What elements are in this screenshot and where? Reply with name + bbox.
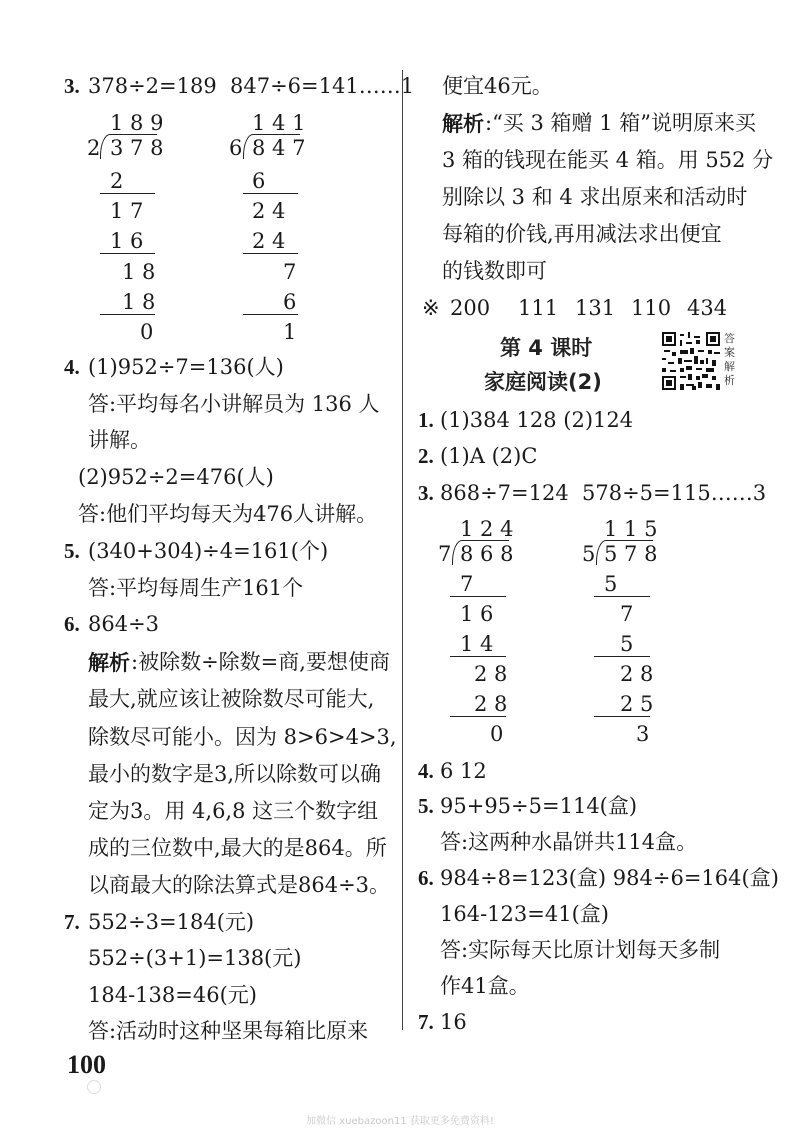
division-step: 1 8 xyxy=(122,260,156,284)
r-q6-equation: 984÷8=123(盒) 984÷6=164(盒) xyxy=(440,866,779,890)
extra-value: 111 xyxy=(518,296,559,320)
division-remainder: 3 xyxy=(636,722,650,746)
division-line xyxy=(450,596,506,597)
analysis-line: :“买 3 箱赠 1 箱”说明原来买 xyxy=(485,111,756,135)
division-step: 7 xyxy=(620,602,634,626)
extra-value: 200 xyxy=(450,296,491,320)
r-q7-text: 16 xyxy=(440,1010,467,1034)
division-step: 1 4 xyxy=(460,632,494,656)
r-q1-number: 1. xyxy=(418,408,434,432)
extra-value: 131 xyxy=(575,296,616,320)
q6-number: 6. xyxy=(64,612,80,636)
r-q5-number: 5. xyxy=(418,794,434,818)
division-step: 1 6 xyxy=(460,602,494,626)
division-dividend: 3 7 8 xyxy=(110,136,164,160)
division-quotient: 1 1 5 xyxy=(604,517,658,541)
q4-number: 4. xyxy=(64,355,80,379)
reference-mark-icon: ※ xyxy=(422,296,440,320)
q6-analysis-line: 成的三位数中,最大的是864。所 xyxy=(88,836,387,860)
division-step: 2 xyxy=(110,169,124,193)
q6-analysis-line: :被除数÷除数=商,要想使商 xyxy=(131,650,390,674)
division-step: 6 xyxy=(283,290,297,314)
section-title: 家庭阅读(2) xyxy=(484,370,602,394)
q4-answer-1-line-1: 答:平均每名小讲解员为 136 人 xyxy=(88,392,380,416)
r-q3-equation-2: 578÷5=115……3 xyxy=(582,481,767,505)
q6-analysis-line: 最大,就应该让被除数尽可能大, xyxy=(88,687,375,711)
division-line xyxy=(450,656,506,657)
analysis-line: 3 箱的钱现在能买 4 箱。用 552 分 xyxy=(442,148,774,172)
division-quotient: 1 8 9 xyxy=(110,111,164,135)
q7-answer: 答:活动时这种坚果每箱比原来 xyxy=(88,1019,369,1043)
r-q6-answer-line-1: 答:实际每天比原计划每天多制 xyxy=(440,938,721,962)
qr-label: 答案解析 xyxy=(724,332,735,387)
q7-equation-3: 184-138=46(元) xyxy=(88,983,257,1007)
extra-value: 434 xyxy=(687,296,728,320)
q5-equation: (340+304)÷4=161(个) xyxy=(88,539,329,563)
q6-analysis-label: 解析 xyxy=(88,650,130,675)
page-mark-icon xyxy=(87,1080,101,1094)
analysis-line: 别除以 3 和 4 求出原来和活动时 xyxy=(442,185,748,209)
division-dividend: 5 7 8 xyxy=(604,542,658,566)
r-q3-equation-1: 868÷7=124 xyxy=(440,481,569,505)
r-q5-answer: 答:这两种水晶饼共114盒。 xyxy=(440,830,698,854)
division-line xyxy=(594,596,650,597)
r-q4-number: 4. xyxy=(418,759,434,783)
q7-number: 7. xyxy=(64,910,80,934)
qr-code-icon[interactable] xyxy=(662,332,720,390)
division-line xyxy=(450,716,506,717)
division-step: 2 4 xyxy=(252,229,286,253)
division-step: 7 xyxy=(283,260,297,284)
r-q6-answer-line-2: 作41盒。 xyxy=(440,974,530,998)
division-line xyxy=(594,716,650,717)
q7-continuation: 便宜46元。 xyxy=(442,74,553,98)
division-quotient: 1 2 4 xyxy=(460,517,514,541)
q6-analysis-line: 最小的数字是3,所以除数可以确 xyxy=(88,762,382,786)
r-q3-number: 3. xyxy=(418,481,434,505)
division-dividend: 8 4 7 xyxy=(252,136,306,160)
division-line xyxy=(243,253,298,254)
r-q1-text: (1)384 128 (2)124 xyxy=(440,408,634,432)
division-dividend: 8 6 8 xyxy=(460,542,514,566)
division-step: 5 xyxy=(604,572,618,596)
q4-part-1: (1)952÷7=136(人) xyxy=(88,355,284,379)
q5-number: 5. xyxy=(64,539,80,563)
division-step: 1 7 xyxy=(110,199,144,223)
q4-part-2: (2)952÷2=476(人) xyxy=(78,465,274,489)
division-line xyxy=(100,193,155,194)
q5-answer: 答:平均每周生产161个 xyxy=(88,576,304,600)
division-step: 2 8 xyxy=(620,662,654,686)
r-q2-number: 2. xyxy=(418,444,434,468)
division-step: 2 8 xyxy=(474,692,508,716)
r-q6-number: 6. xyxy=(418,866,434,890)
q7-equation-2: 552÷(3+1)=138(元) xyxy=(88,946,302,970)
division-divisor: 6 xyxy=(229,136,243,160)
q6-equation: 864÷3 xyxy=(88,612,160,636)
division-divisor: 5 xyxy=(582,542,596,566)
division-step: 1 8 xyxy=(122,290,156,314)
division-step: 7 xyxy=(460,572,474,596)
analysis-line: 每箱的价钱,再用减法求出便宜 xyxy=(442,222,722,246)
division-divisor: 7 xyxy=(438,542,452,566)
division-step: 2 8 xyxy=(474,662,508,686)
division-line xyxy=(594,656,650,657)
division-step: 1 6 xyxy=(110,229,144,253)
r-q7-number: 7. xyxy=(418,1010,434,1034)
analysis-label: 解析 xyxy=(442,111,484,136)
q3-equation-1: 378÷2=189 xyxy=(88,74,217,98)
division-divisor: 2 xyxy=(87,136,101,160)
q4-answer-2: 答:他们平均每天为476人讲解。 xyxy=(78,502,378,526)
q6-analysis-line: 定为3。用 4,6,8 这三个数字组 xyxy=(88,799,379,823)
division-line xyxy=(100,253,155,254)
footer-watermark: 加微信 xuebazoon11 获取更多免费资料! xyxy=(306,1116,494,1127)
q6-analysis-line: 除数尽可能小。因为 8>6>4>3, xyxy=(88,725,397,749)
division-step: 5 xyxy=(620,632,634,656)
r-q6-equation-2: 164-123=41(盒) xyxy=(440,902,609,926)
page-number: 100 xyxy=(67,1050,106,1079)
division-remainder: 0 xyxy=(490,722,504,746)
q6-analysis-line: 以商最大的除法算式是864÷3。 xyxy=(88,873,391,897)
column-divider xyxy=(402,70,403,1030)
extra-value: 110 xyxy=(631,296,672,320)
division-step: 2 5 xyxy=(620,692,654,716)
division-line xyxy=(243,314,298,315)
analysis-line: 的钱数即可 xyxy=(442,259,547,283)
q4-answer-1-line-2: 讲解。 xyxy=(88,428,151,452)
division-remainder: 1 xyxy=(283,320,297,344)
division-line xyxy=(243,193,298,194)
q3-number: 3. xyxy=(64,74,80,98)
division-remainder: 0 xyxy=(140,320,154,344)
division-quotient: 1 4 1 xyxy=(252,111,306,135)
q7-equation-1: 552÷3=184(元) xyxy=(88,910,255,934)
lesson-heading: 第 4 课时 xyxy=(500,336,593,360)
division-step: 2 4 xyxy=(252,199,286,223)
r-q2-text: (1)A (2)C xyxy=(440,444,538,468)
r-q4-text: 6 12 xyxy=(440,759,487,783)
division-line xyxy=(100,314,155,315)
r-q5-equation: 95+95÷5=114(盒) xyxy=(440,794,638,818)
q3-equation-2: 847÷6=141……1 xyxy=(230,74,415,98)
division-step: 6 xyxy=(252,169,266,193)
